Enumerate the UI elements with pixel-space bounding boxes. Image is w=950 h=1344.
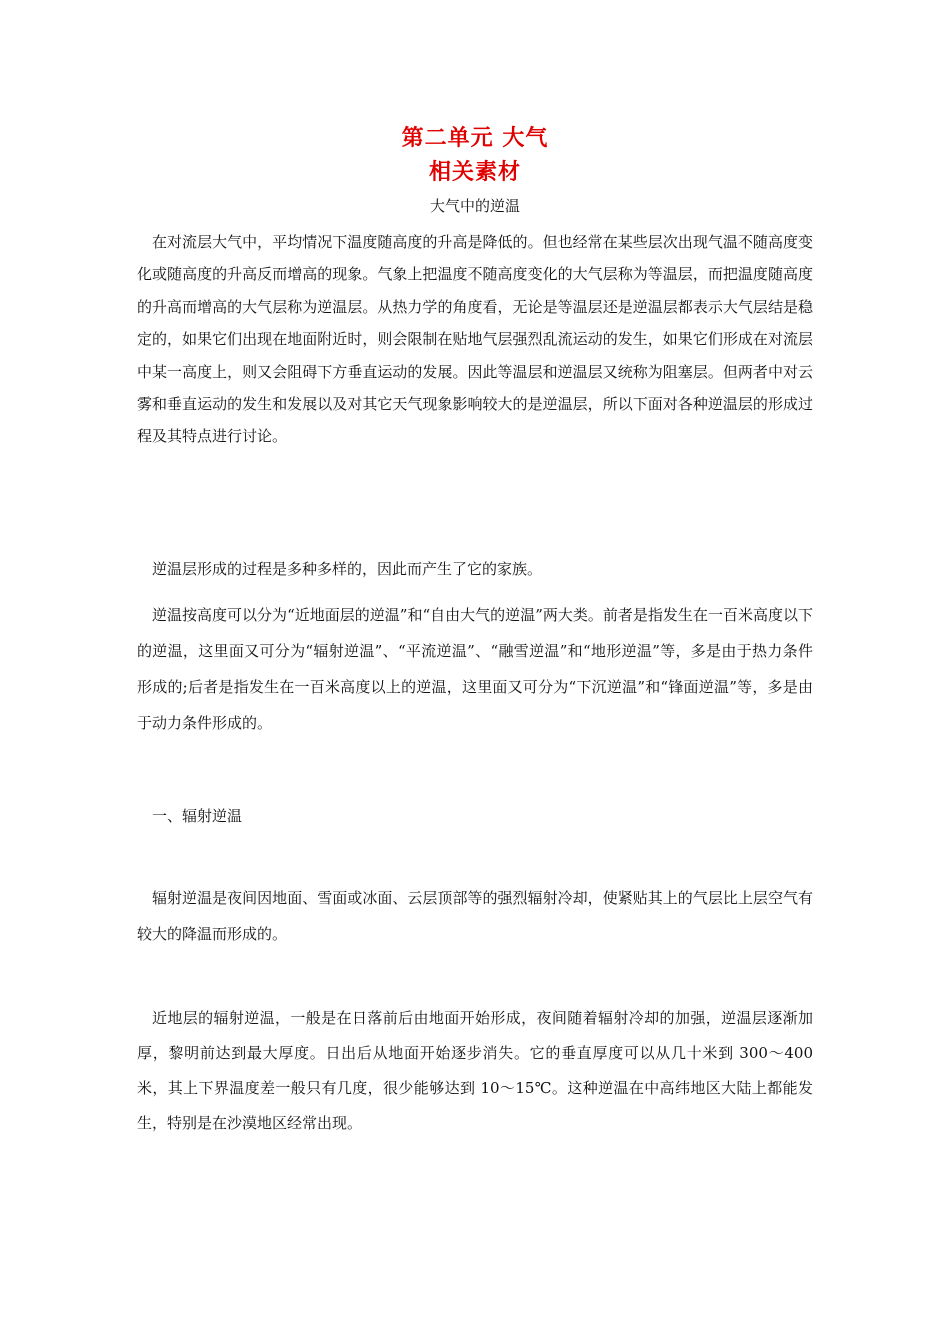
paragraph-radiation-details: 近地层的辐射逆温，一般是在日落前后由地面开始形成，夜间随着辐射冷却的加强，逆温层逐渐加厚，黎明前达到最大厚度。日出后从地面开始逐步消失。它的垂直厚度可以从几十米到 300～400 米，其上下界温度差一般只有几度，很少能够达到 10～15℃。这种逆温在中高纬地区大陆上都能发生，特别是在沙漠地区经常出现。 [137,1009,813,1132]
materials-title: 相关素材 [428,159,521,185]
paragraph-family: 逆温层形成的过程是多种多样的，因此而产生了它的家族。 [152,560,543,578]
heading-radiation-inversion: 一、辐射逆温 [152,807,243,825]
paragraph-intro: 在对流层大气中，平均情况下温度随高度的升高是降低的。但也经常在某些层次出现气温不随高度变化或随高度的升高反而增高的现象。气象上把温度不随高度变化的大气层称为等温层，而把温度随高度的升高而增高的大气层称为逆温层。从热力学的角度看，无论是等温层还是逆温层都表示大气层结是稳定的，如果它们出现在地面附近时，则会限制在贴地气层强烈乱流运动的发生，如果它们形成在对流层中某一高度上，则又会阻碍下方垂直运动的发展。因此等温层和逆温层又统称为阻塞层。但两者中对云雾和垂直运动的发生和发展以及对其它天气现象影响较大的是逆温层，所以下面对各种逆温层的形成过程及其特点进行讨论。 [137,233,813,446]
unit-title: 第二单元 大气 [401,125,549,151]
paragraph-classification: 逆温按高度可以分为“近地面层的逆温”和“自由大气的逆温”两大类。前者是指发生在一百米高度以下的逆温，这里面又可分为“辐射逆温”、“平流逆温”、“融雪逆温”和“地形逆温”等，多是由于热力条件形成的;后者是指发生在一百米高度以上的逆温，这里面又可分为“下沉逆温”和“锋面逆温”等，多是由于动力条件形成的。 [137,606,813,732]
paragraph-radiation-definition: 辐射逆温是夜间因地面、雪面或冰面、云层顶部等的强烈辐射冷却，使紧贴其上的气层比上层空气有较大的降温而形成的。 [137,889,813,943]
section-title: 大气中的逆温 [429,197,520,215]
